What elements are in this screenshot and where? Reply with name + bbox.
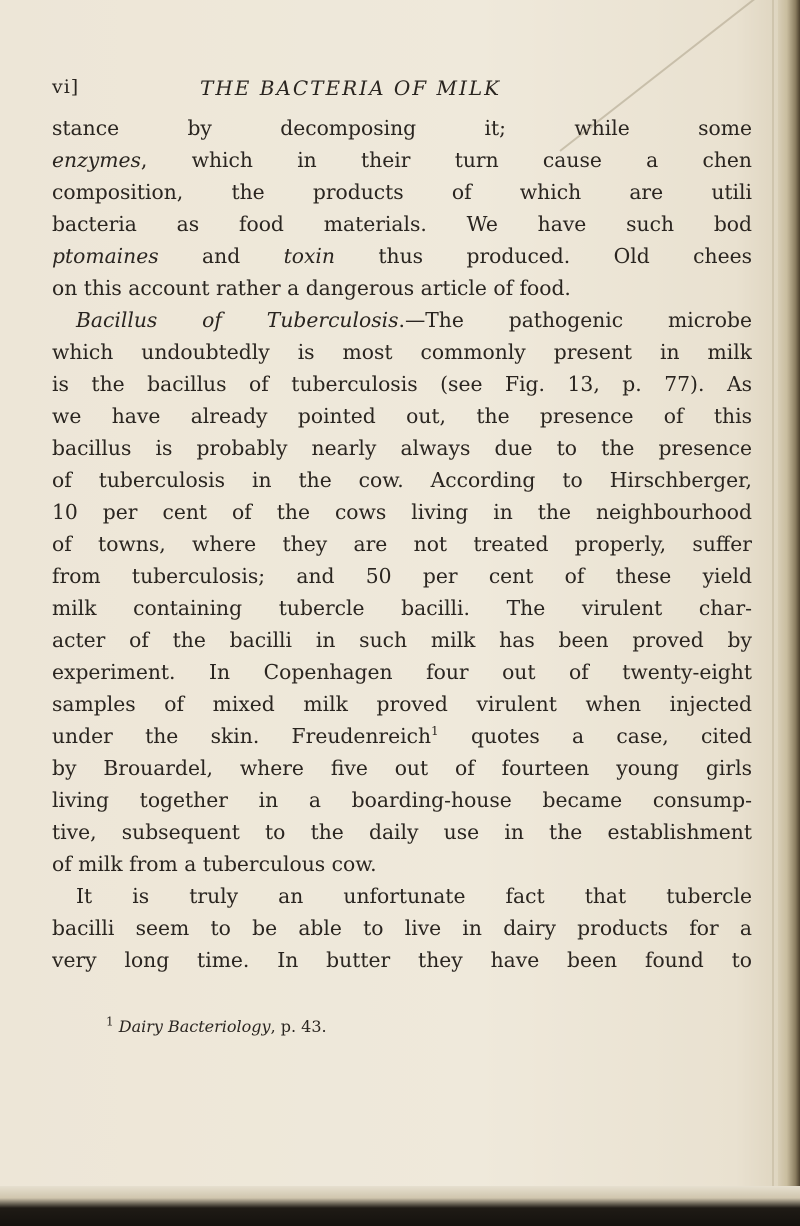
text-line: stance by decomposing it; while some <box>52 116 752 140</box>
section-heading-line: Bacillus of Tuberculosis.—The pathogenic microbe <box>76 308 752 332</box>
text-line: It is truly an unfortunate fact that tubercle <box>76 884 752 908</box>
text-line: under the skin. Freudenreich$^1$ quotes a case, cited <box>52 724 752 748</box>
body-text <box>52 112 752 976</box>
text-line: living together in a boarding-house became consump- <box>52 788 752 812</box>
text-line: is the bacillus of tuberculosis (see Fig. 13, p. 77). As <box>52 372 752 396</box>
footnote <box>52 1016 752 1038</box>
text-line: milk containing tubercle bacilli. The virulent char- <box>52 596 752 620</box>
text-line: tive, subsequent to the daily use in the establishment <box>52 820 752 844</box>
page-edge-line <box>772 0 774 1190</box>
text-line: bacteria as food materials. We have such bod <box>52 212 752 236</box>
running-title: THE BACTERIA OF MILK <box>200 76 502 100</box>
text-line: by Brouardel, where five out of fourteen young girls <box>52 756 752 780</box>
footnote-page: , p. 43. <box>270 1017 327 1036</box>
page-header <box>52 76 752 104</box>
text-line: of tuberculosis in the cow. According to Hirschberger, <box>52 468 752 492</box>
text-line: samples of mixed milk proved virulent when injected <box>52 692 752 716</box>
text-line: enzymes, which in their turn cause a chen <box>52 148 752 172</box>
text-line: ptomaines and toxin thus produced. Old chees <box>52 244 752 268</box>
text-line: bacillus is probably nearly always due to the presence <box>52 436 752 460</box>
book-binding-edge <box>778 0 800 1226</box>
page-bottom-edge <box>0 1186 800 1226</box>
page-number: vi] <box>52 76 80 98</box>
section-heading: Bacillus of Tuberculosis <box>76 308 399 332</box>
text-line: on this account rather a dangerous article of food. <box>52 276 571 300</box>
text-line: acter of the bacilli in such milk has been proved by <box>52 628 752 652</box>
text-line: of milk from a tuberculous cow. <box>52 852 377 876</box>
text-line: which undoubtedly is most commonly present in milk <box>52 340 752 364</box>
footnote-title: Dairy Bacteriology <box>118 1017 271 1036</box>
text-line: experiment. In Copenhagen four out of twenty-eight <box>52 660 752 684</box>
text-line: very long time. In butter they have been found to <box>52 948 752 972</box>
text-line: 10 per cent of the cows living in the neighbourhood <box>52 500 752 524</box>
text-line: bacilli seem to be able to live in dairy products for a <box>52 916 752 940</box>
text-line: we have already pointed out, the presence of this <box>52 404 752 428</box>
footnote-number: 1 <box>106 1014 114 1029</box>
text-line: from tuberculosis; and 50 per cent of these yield <box>52 564 752 588</box>
text-line: of towns, where they are not treated properly, suffer <box>52 532 752 556</box>
footnote-marker: 1 <box>431 724 439 739</box>
text-line: composition, the products of which are utili <box>52 180 752 204</box>
